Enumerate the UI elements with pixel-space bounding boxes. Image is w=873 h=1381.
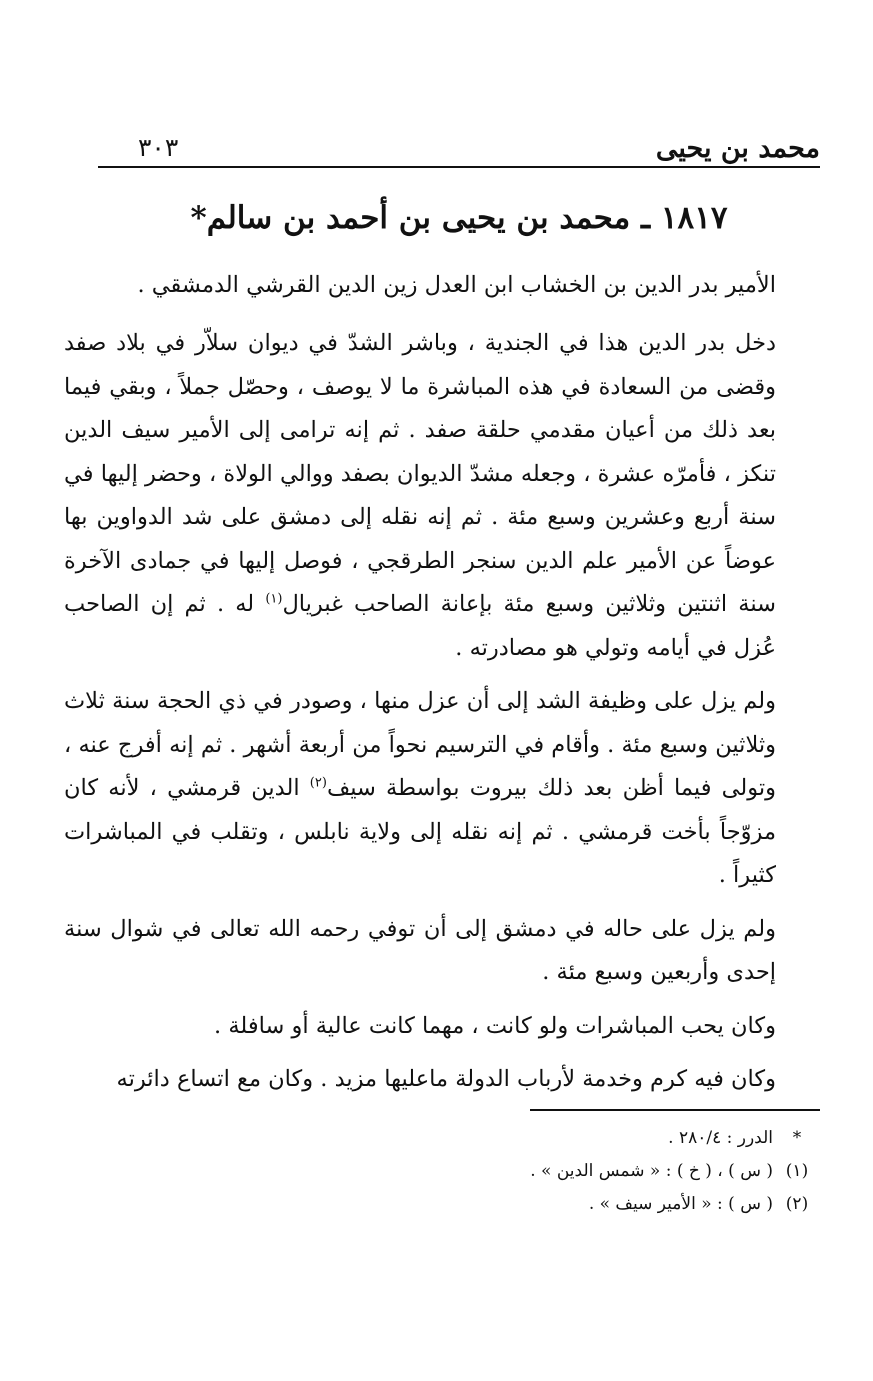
footnote-text: ( س ) ، ( خ ) : « شمس الدين » . — [530, 1161, 773, 1181]
footnotes — [361, 1122, 821, 1221]
footnote-mark: (٢) — [785, 1194, 809, 1214]
paragraph-lineage: الأمير بدر الدين بن الخشاب ابن العدل زين الدين القرشي الدمشقي . — [137, 272, 776, 298]
footnote-ref-1: (١) — [265, 591, 283, 607]
paragraph-generosity: وكان فيه كرم وخدمة لأرباب الدولة ماعليها مزيد . وكان مع اتساع دائرته — [116, 1066, 776, 1092]
footnote-2 — [361, 1188, 821, 1221]
footnote-text: الدرر : ٢٨٠/٤ . — [668, 1128, 773, 1148]
paragraph-dismissal — [64, 680, 776, 898]
page-number: ٣٠٣ — [138, 133, 179, 162]
footnote-mark: * — [792, 1128, 802, 1148]
paragraph-dismissal-tail: الدين قرمشي ، لأنه كان مزوّجاً بأخت قرمشي . ثم إنه نقله إلى ولاية نابلس ، وتقلب في المباشرات كثيراً . — [64, 775, 776, 888]
paragraph-career-text: دخل بدر الدين هذا في الجندية ، وباشر الشدّ في ديوان سلاّر في بلاد صفد وقضى من السعادة في هذه المباشرة ما لا يوصف ، وحصّل جملاً ، وبقي فيما بعد ذلك من أعيان مقدمي حلقة صفد . ثم إنه ترامى إلى الأمير سيف الدين تنكز ، فأمرّه عشرة ، وجعله مشدّ الديوان بصفد ووالي الولاة ، وحضر إليها في سنة أربع وعشرين وسبع مئة . ثم إنه نقله إلى دمشق على شد الدواوين بها عوضاً عن الأمير علم الدين سنجر الطرقجي ، فوصل إليها في جمادى الآخرة سنة اثنتين وثلاثين وسبع مئة بإعانة الصاحب غبريال — [64, 330, 776, 617]
entry-body — [64, 258, 776, 1102]
running-header — [98, 118, 820, 166]
footnote-rule — [530, 1109, 820, 1111]
entry-title: ١٨١٧ ـ محمد بن يحيى بن أحمد بن سالم* — [190, 200, 728, 236]
header-rule — [98, 166, 820, 168]
running-header-title: محمد بن يحيى — [655, 133, 820, 164]
footnote-mark: (١) — [785, 1161, 809, 1181]
footnote-1 — [361, 1155, 821, 1188]
paragraph-character: وكان يحب المباشرات ولو كانت ، مهما كانت عالية أو سافلة . — [214, 1012, 776, 1039]
footnote-text: ( س ) : « الأمير سيف » . — [588, 1194, 773, 1214]
footnote-source — [361, 1122, 821, 1155]
paragraph-dismissal-text: ولم يزل على وظيفة الشد إلى أن عزل منها ، وصودر في ذي الحجة سنة ثلاث وثلاثين وسبع مئة . وأقام في الترسيم نحواً من أربعة أشهر . ثم إنه أفرج عنه ، وتولى فيما أظن بعد ذلك بيروت بواسطة سيف — [64, 688, 777, 801]
paragraph-career-tail: له . ثم إن الصاحب عُزل في أيامه وتولي هو مصادرته . — [64, 591, 776, 661]
paragraph-career — [64, 322, 776, 670]
footnote-ref-2: (٢) — [309, 775, 327, 791]
paragraph-death: ولم يزل على حاله في دمشق إلى أن توفي رحمه الله تعالى في شوال سنة إحدى وأربعين وسبع مئة . — [64, 915, 776, 985]
